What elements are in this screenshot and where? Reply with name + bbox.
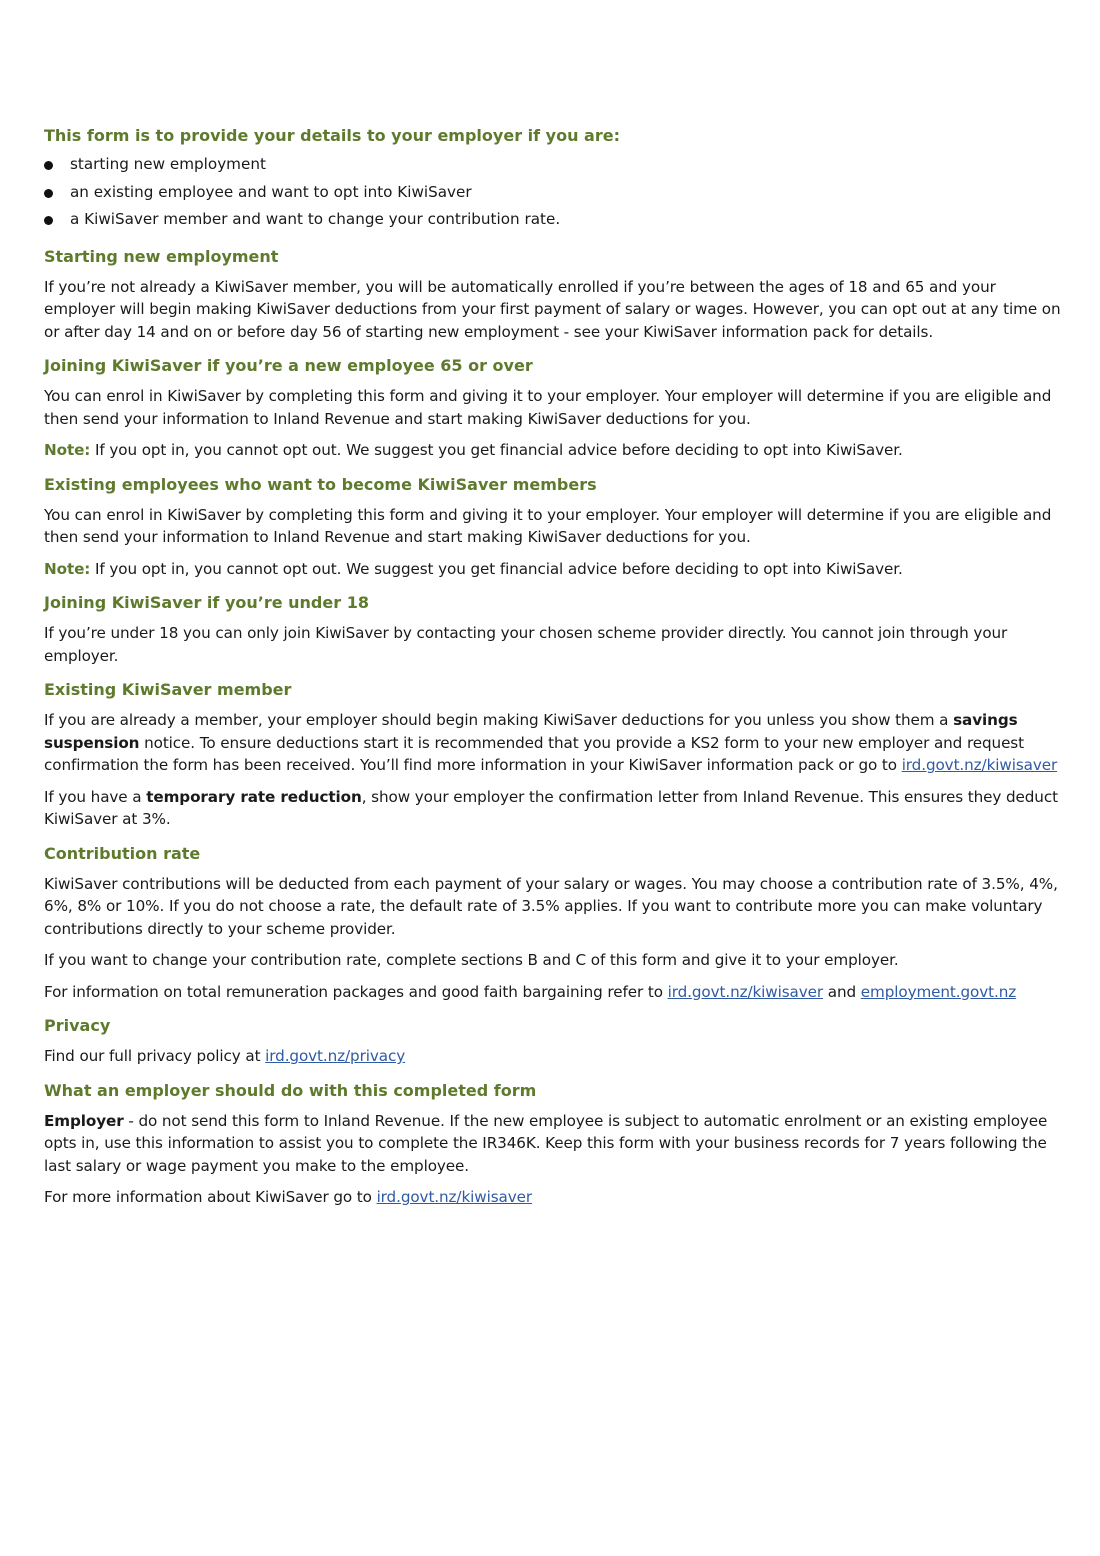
section-body: If you’re under 18 you can only join KiwiSaver by contacting your chosen scheme provider directly. You cannot join through your employer.	[44, 624, 1008, 665]
bullet-text: a KiwiSaver member and want to change your contribution rate.	[70, 210, 561, 228]
existing-member-paragraph-2	[44, 786, 1064, 831]
list-item	[44, 206, 1064, 234]
text-run: and	[823, 982, 861, 1001]
note-text: If you opt in, you cannot opt out. We suggest you get financial advice before deciding to opt into KiwiSaver.	[90, 559, 903, 578]
bullet-text: starting new employment	[70, 155, 266, 173]
note-label: Note:	[44, 559, 91, 578]
intro-bullet-list	[44, 151, 1064, 234]
text-run: - do not send this form to Inland Revenue. If the new employee is subject to automatic enrolment or an existing employee opts in, use this information to assist you to complete the IR346K. Keep this form with your business records for 7 years following the last salary or wage payment you make to the employee.	[44, 1111, 1048, 1175]
existing-member-paragraph-1	[44, 709, 1064, 777]
intro-heading: This form is to provide your details to your employer if you are:	[44, 126, 620, 145]
bullet-icon	[44, 189, 53, 198]
text-run: If you have a	[44, 787, 147, 806]
section-existing-employees	[44, 474, 1064, 581]
note-paragraph	[44, 439, 1064, 462]
text-run: For information on total remuneration packages and good faith bargaining refer to	[44, 982, 668, 1001]
section-body: You can enrol in KiwiSaver by completing this form and giving it to your employer. Your employer will determine if you are eligible and then send your information to Inland Revenue and start making KiwiSaver deductions for you.	[44, 387, 1052, 428]
temporary-rate-reduction-bold: temporary rate reduction	[146, 787, 362, 806]
text-run: If you are already a member, your employer should begin making KiwiSaver deductions for you unless you show them a	[44, 711, 954, 729]
section-heading: Privacy	[44, 1016, 111, 1035]
section-heading: Starting new employment	[44, 246, 279, 266]
note-paragraph	[44, 558, 1064, 581]
section-under-18	[44, 592, 1064, 667]
employment-link[interactable]: employment.govt.nz	[860, 982, 1017, 1001]
bullet-text: an existing employee and want to opt into KiwiSaver	[70, 182, 472, 201]
section-body: If you’re not already a KiwiSaver member, you will be automatically enrolled if you’re between the ages of 18 and 65 and your employer will begin making KiwiSaver deductions from your first payment of salary or wages. However, you can opt out at any time on or after day 14 and on or before day 56 of starting new employment - see your KiwiSaver information pack for details.	[44, 277, 1061, 341]
savings-suspension-bold: savings suspension	[44, 711, 1018, 752]
bullet-icon	[44, 216, 53, 225]
text-run: notice. To ensure deductions start it is recommended that you provide a KS2 form to your new employer and request confirmation the form has been received. You’ll find more information in your KiwiSaver information pack or go to	[44, 733, 1024, 774]
employer-paragraph-1	[44, 1110, 1064, 1178]
section-heading: Existing employees who want to become KiwiSaver members	[44, 474, 597, 494]
kiwisaver-link[interactable]: ird.govt.nz/kiwisaver	[376, 1188, 532, 1206]
contribution-paragraph-3	[44, 981, 1064, 1004]
kiwisaver-link[interactable]: ird.govt.nz/kiwisaver	[901, 756, 1058, 774]
list-item	[44, 179, 1064, 207]
employer-paragraph-2	[44, 1186, 1064, 1209]
section-heading: Joining KiwiSaver if you’re under 18	[44, 593, 369, 612]
section-contribution-rate	[44, 843, 1064, 1004]
section-existing-member	[44, 679, 1064, 831]
employer-bold: Employer	[44, 1111, 124, 1130]
privacy-paragraph	[44, 1045, 1064, 1068]
section-employer	[44, 1080, 1064, 1209]
text-run: Find our full privacy policy at	[44, 1047, 266, 1065]
section-starting-new-employment	[44, 246, 1064, 344]
section-heading: What an employer should do with this completed form	[44, 1080, 537, 1100]
section-heading: Existing KiwiSaver member	[44, 680, 292, 699]
text-run: , show your employer the confirmation letter from Inland Revenue. This ensures they deduct KiwiSaver at 3%.	[44, 787, 1058, 828]
section-privacy	[44, 1015, 1064, 1068]
section-body: You can enrol in KiwiSaver by completing this form and giving it to your employer. Your employer will determine if you are eligible and then send your information to Inland Revenue and start making KiwiSaver deductions for you.	[44, 505, 1052, 546]
privacy-link[interactable]: ird.govt.nz/privacy	[265, 1047, 406, 1065]
contribution-paragraph-2: If you want to change your contribution rate, complete sections B and C of this form and give it to your employer.	[44, 951, 899, 969]
kiwisaver-link[interactable]: ird.govt.nz/kiwisaver	[667, 982, 824, 1001]
section-heading: Joining KiwiSaver if you’re a new employee 65 or over	[44, 356, 533, 375]
contribution-paragraph-1: KiwiSaver contributions will be deducted from each payment of your salary or wages. You may choose a contribution rate of 3.5%, 4%, 6%, 8% or 10%. If you do not choose a rate, the default rate of 3.5% applies. If you want to contribute more you can make voluntary contributions directly to your scheme provider.	[44, 874, 1058, 938]
note-label: Note:	[44, 441, 91, 459]
note-text: If you opt in, you cannot opt out. We suggest you get financial advice before deciding to opt into KiwiSaver.	[90, 441, 903, 459]
list-item	[44, 151, 1064, 179]
section-heading: Contribution rate	[44, 843, 201, 863]
form-notes-page	[44, 125, 1064, 1218]
section-over-65	[44, 355, 1064, 462]
bullet-icon	[44, 161, 53, 170]
text-run: For more information about KiwiSaver go to	[44, 1188, 377, 1206]
